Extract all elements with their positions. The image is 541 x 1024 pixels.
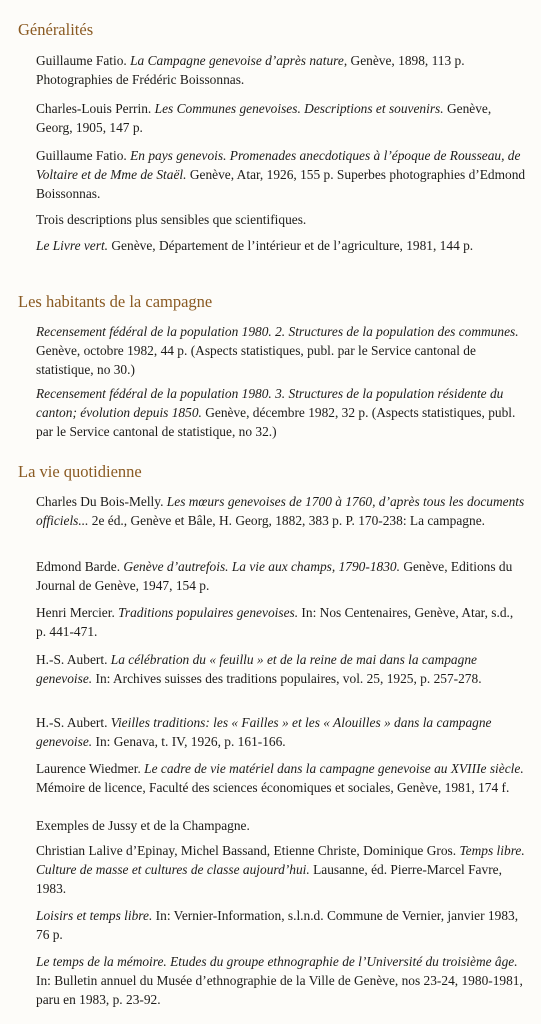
bibliography-entry: Guillaume Fatio. La Campagne genevoise d’après nature, Genève, 1898, 113 p. Photographies de Frédéric Boissonnas. [36,53,465,87]
bibliography-entry: Recensement fédéral de la population 1980. 3. Structures de la population résidente du canton; évolution depuis 1850. Genève, décembre 1982, 32 p. (Aspects statistiques, publ. par le Service cantonal de statistique, no 32.) [36,386,516,439]
section-heading-vie-quotidienne: La vie quotidienne [18,462,142,481]
bibliography-entry: H.-S. Aubert. Vieilles traditions: les « Failles » et les « Alouilles » dans la campagne genevoise. In: Genava, t. IV, 1926, p. 161-166. [36,715,492,749]
annotation-note: Trois descriptions plus sensibles que scientifiques. [36,212,307,227]
bibliography-entry: Le Livre vert. Genève, Département de l’intérieur et de l’agriculture, 1981, 144 p. [36,238,474,253]
bibliography-entry: Guillaume Fatio. En pays genevois. Promenades anecdotiques à l’époque de Rousseau, de Voltaire et de Mme de Staël. Genève, Atar, 1926, 155 p. Superbes photographies d’Edmond Boissonnas. [36,148,526,201]
bibliography-entry: Edmond Barde. Genève d’autrefois. La vie aux champs, 1790-1830. Genève, Editions du Journal de Genève, 1947, 154 p. [36,559,513,593]
section-heading-habitants: Les habitants de la campagne [18,292,213,311]
bibliography-entry: Recensement fédéral de la population 1980. 2. Structures de la population des communes. Genève, octobre 1982, 44 p. (Aspects statistiques, publ. par le Service cantonal de statistique, no 30.) [36,324,519,377]
bibliography-entry: Charles Du Bois-Melly. Les mœurs genevoises de 1700 à 1760, d’après tous les documents officiels... 2e éd., Genève et Bâle, H. Georg, 1882, 383 p. P. 170-238: La campagne. [36,494,525,528]
bibliography-entry: Le temps de la mémoire. Etudes du groupe ethnographie de l’Université du troisième âge. In: Bulletin annuel du Musée d’ethnographie de la Ville de Genève, nos 23-24, 1980-1981, paru en 1983, p. 23-92. [36,954,523,1007]
bibliography-entry: Loisirs et temps libre. In: Vernier-Information, s.l.n.d. Commune de Vernier, janvier 1983, 76 p. [36,908,519,942]
bibliography-entry: Christian Lalive d’Epinay, Michel Bassand, Etienne Christe, Dominique Gros. Temps libre. Culture de masse et cultures de classe aujourd’hui. Lausanne, éd. Pierre-Marcel Favre, 1983. [36,843,525,896]
bibliography-entry: Henri Mercier. Traditions populaires genevoises. In: Nos Centenaires, Genève, Atar, s.d., p. 441-471. [36,605,514,639]
annotation-note: Exemples de Jussy et de la Champagne. [36,818,250,833]
bibliography-entry: Charles-Louis Perrin. Les Communes genevoises. Descriptions et souvenirs. Genève, Georg, 1905, 147 p. [36,101,492,135]
section-heading-generalites: Généralités [18,20,94,39]
bibliography-entry: Laurence Wiedmer. Le cadre de vie matériel dans la campagne genevoise au XVIIIe siècle. Mémoire de licence, Faculté des sciences économiques et sociales, Genève, 1981, 174 f. [36,761,524,795]
bibliography-entry: H.-S. Aubert. La célébration du « feuillu » et de la reine de mai dans la campagne genevoise. In: Archives suisses des traditions populaires, vol. 25, 1925, p. 257-278. [36,652,482,686]
